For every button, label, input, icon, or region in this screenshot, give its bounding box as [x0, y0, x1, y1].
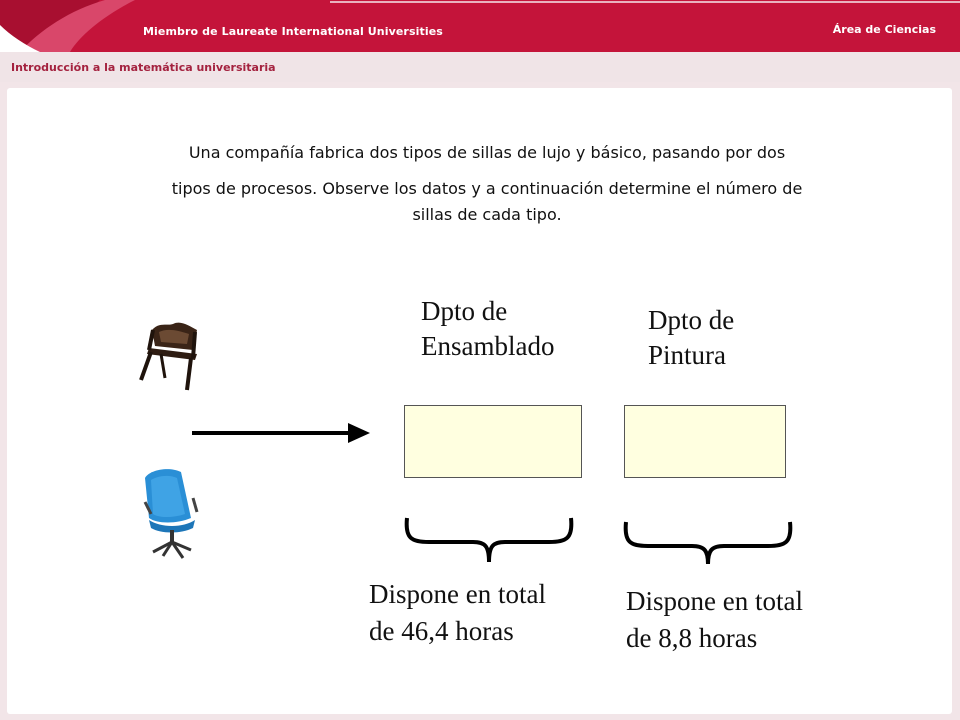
assembly-dept-label-line2: Ensamblado [421, 331, 555, 361]
problem-line-2: tipos de procesos. Observe los datos y a continuación determine el número de [171, 179, 803, 198]
problem-statement [47, 138, 927, 230]
painting-dept-box [624, 405, 786, 478]
content-frame [0, 82, 960, 720]
painting-hours-text [626, 583, 803, 657]
network-membership-text: Miembro de Laureate International Universities [143, 25, 443, 38]
assembly-dept-box [404, 405, 582, 478]
painting-brace-icon [622, 520, 794, 568]
problem-line-1: Una compañía fabrica dos tipos de sillas de lujo y básico, pasando por dos [188, 143, 786, 162]
luxury-chair-icon [137, 318, 207, 393]
painting-dept-label-line2: Pintura [648, 340, 726, 370]
area-label[interactable]: Área de Ciencias [832, 23, 936, 36]
header-divider [330, 1, 960, 3]
course-title: Introducción a la matemática universitaria [11, 61, 276, 74]
university-logo[interactable] [0, 0, 140, 52]
slide-panel [7, 88, 952, 714]
office-chair-icon [139, 468, 209, 560]
assembly-dept-label [421, 294, 554, 364]
painting-hours-line2: de 8,8 horas [626, 623, 758, 653]
assembly-dept-label-line1: Dpto de [421, 296, 508, 326]
painting-hours-line1: Dispone en total [626, 586, 803, 616]
flow-arrow-icon [192, 418, 372, 448]
logo-emblem-icon [0, 0, 140, 52]
assembly-hours-line2: de 46,4 horas [369, 616, 514, 646]
problem-line-3: sillas de cada tipo. [412, 205, 562, 224]
painting-dept-label [648, 303, 734, 373]
assembly-hours-line1: Dispone en total [369, 579, 546, 609]
assembly-hours-text [369, 576, 546, 650]
painting-dept-label-line1: Dpto de [648, 305, 735, 335]
course-bar [0, 52, 960, 82]
site-header [0, 0, 960, 52]
assembly-brace-icon [403, 516, 575, 566]
